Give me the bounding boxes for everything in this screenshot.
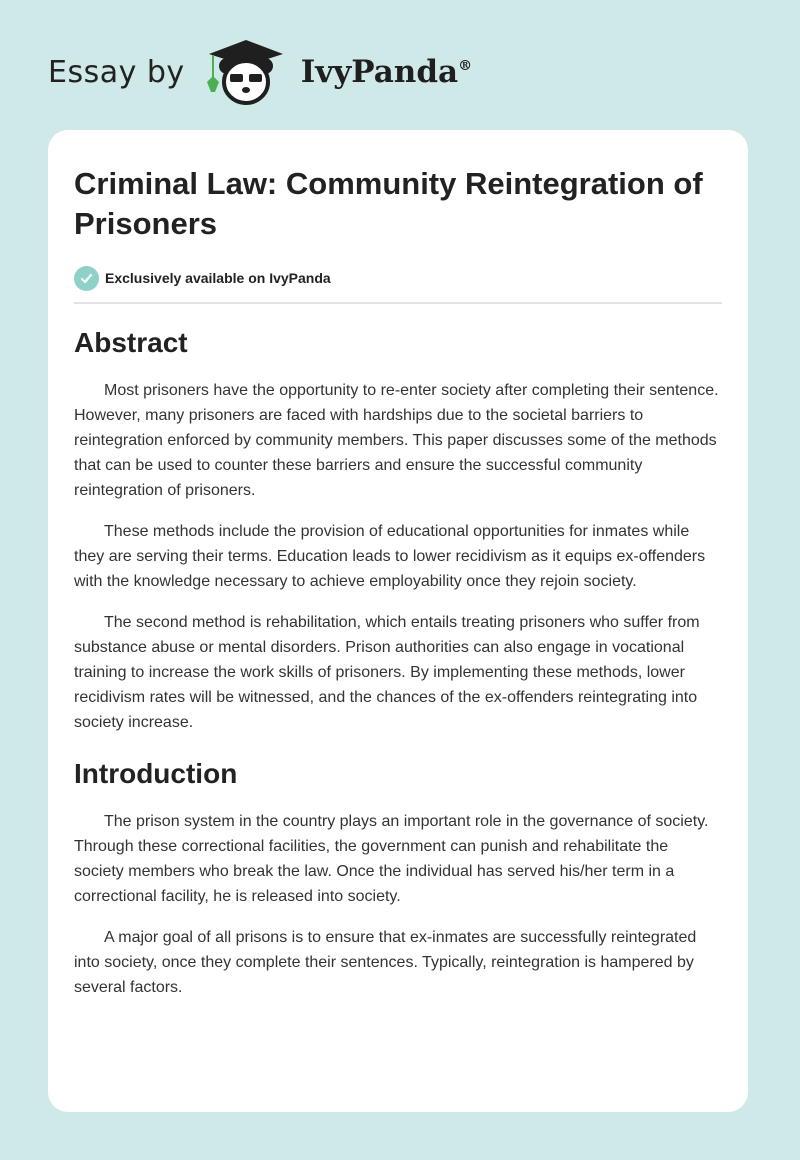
brand-name[interactable] [301,54,472,90]
essay-by-label: Essay by [48,54,185,90]
section-heading-abstract: Abstract [74,327,188,358]
paragraph: The prison system in the country plays an important role in the governance of society. Through these correctional facilities, the government can punish and rehabilitate the society members who break the law. Once the individual has served his/her term in a correctional facility, he is released into society. [74,813,709,905]
exclusive-badge [74,264,722,292]
check-icon [74,266,99,291]
brand-text: IvyPanda [300,54,459,90]
ivypanda-logo-icon[interactable] [201,36,291,108]
paragraph: A major goal of all prisons is to ensure that ex-inmates are successfully reintegrated into society, once they complete their sentences. Typically, reintegration is hampered by several factors. [74,929,697,996]
essay-card [48,130,748,1112]
paragraph: These methods include the provision of educational opportunities for inmates while they are serving their terms. Education leads to lower recidivism as it equips ex-offenders with the knowledge necessary to achieve employability once they rejoin society. [74,523,706,590]
divider [74,302,722,304]
paragraph: The second method is rehabilitation, which entails treating prisoners who suffer from substance abuse or mental disorders. Prison authorities can also engage in vocational training to increase the work skills of prisoners. By implementing these methods, lower recidivism rates will be witnessed, and the chances of the ex-offenders reintegrating into society increase. [74,614,700,731]
paragraph: Most prisoners have the opportunity to re-enter society after completing their sentence. However, many prisoners are faced with hardships due to the societal barriers to reintegration enforced by community members. This paper discusses some of the methods that can be used to counter these barriers and ensure the successful community reintegration of prisoners. [74,382,719,499]
badge-text: Exclusively available on IvyPanda [105,270,331,286]
registered-mark: ® [458,58,473,74]
section-heading-introduction: Introduction [74,758,238,789]
site-header [48,36,472,108]
essay-title: Criminal Law: Community Reintegration of Prisoners [74,166,703,241]
